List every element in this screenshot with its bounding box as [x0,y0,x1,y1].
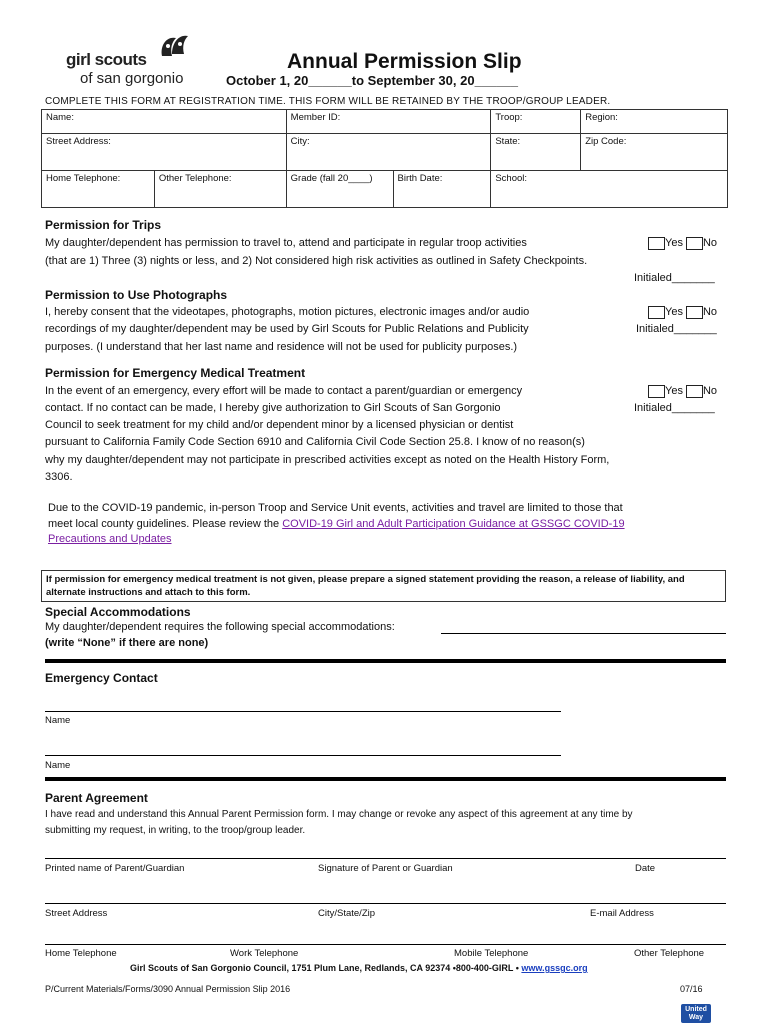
street-cell[interactable] [42,134,287,171]
medical-line6: 3306. [45,471,73,483]
name-cell[interactable] [42,110,287,134]
street-address-label: Street Address [45,908,108,919]
medical-initialed[interactable]: Initialed_______ [634,402,715,414]
other-tel-label: Other Telephone: [158,173,232,184]
trips-options [648,235,717,253]
grade-cell[interactable] [286,171,393,208]
medical-no-label: No [702,385,718,397]
agreement-line1: I have read and understand this Annual Parent Permission form. I may change or revoke any aspect of this agreement at any time by [45,809,633,820]
photos-no-label: No [702,306,718,318]
logo-line2: of san gorgonio [80,70,184,87]
state-cell[interactable] [491,134,581,171]
photos-yes-checkbox[interactable] [648,306,665,319]
photos-yes-label: Yes [665,306,683,318]
emergency-name2-line[interactable] [45,755,561,756]
trips-yes-checkbox[interactable] [648,237,665,250]
united-way-badge-text: United Way [685,1006,707,1021]
email-label: E-mail Address [590,908,654,919]
member-id-label: Member ID: [290,112,341,123]
section-divider [45,659,726,663]
photos-heading: Permission to Use Photographs [45,288,228,302]
medical-options [648,383,717,401]
school-cell[interactable] [491,171,728,208]
other-tel-cell[interactable] [154,171,286,208]
region-label: Region: [585,112,618,123]
troop-cell[interactable] [491,110,581,134]
agreement-line2: submitting my request, in writing, to the troop/group leader. [45,825,306,836]
revision-date: 07/16 [680,984,703,994]
medical-line2: contact. If no contact can be made, I hereby give authorization to Girl Scouts of San Gorgonio [45,402,501,414]
trips-line1: My daughter/dependent has permission to travel to, attend and participate in regular troop activities [45,237,527,249]
emergency-heading: Emergency Contact [45,671,158,685]
medical-line4: pursuant to California Family Code Section 6910 and California Civil Code Section 25.8. I know of no reason(s) [45,436,585,448]
council-address: Girl Scouts of San Gorgonio Council, 1751 Plum Lane, Redlands, CA 92374 •800-400-GIRL • [130,963,522,973]
special-input-line[interactable] [441,633,726,634]
signature-label: Signature of Parent or Guardian [318,863,453,874]
other-telephone-label: Other Telephone [634,948,705,959]
signature-line[interactable] [45,858,726,859]
member-info-table [41,109,728,208]
name-label: Name: [46,112,74,123]
trips-heading: Permission for Trips [45,218,162,232]
mobile-telephone-label: Mobile Telephone [454,948,529,959]
website-link[interactable]: www.gssgc.org [521,963,588,973]
medical-yes-label: Yes [665,385,683,397]
photos-line1: I, hereby consent that the videotapes, photographs, motion pictures, electronic images and/or audio [45,306,530,318]
phone-line[interactable] [45,944,726,945]
trips-initialed[interactable]: Initialed_______ [634,272,715,284]
logo-line1: girl scouts [66,50,147,69]
street-label: Street Address: [46,136,111,147]
special-heading: Special Accommodations [45,605,191,619]
medical-line1: In the event of an emergency, every effort will be made to contact a parent/guardian or emergency [45,385,523,397]
troop-label: Troop: [495,112,523,123]
trefoil-icon [158,32,194,58]
emergency-name1-label: Name [45,715,71,726]
file-path: P/Current Materials/Forms/3090 Annual Permission Slip 2016 [45,984,291,994]
page-title: Annual Permission Slip [287,50,522,73]
region-cell[interactable] [581,110,728,134]
covid-precautions-link[interactable]: Precautions and Updates [48,533,172,545]
medical-heading: Permission for Emergency Medical Treatment [45,366,306,380]
zip-cell[interactable] [581,134,728,171]
trips-line2: (that are 1) Three (3) nights or less, and 2) Not considered high risk activities as outlined in Safety Checkpoints. [45,255,588,267]
school-label: School: [495,173,528,184]
medical-line3: Council to seek treatment for my child and/or dependent minor by a licensed physician or dentist [45,419,514,431]
member-id-cell[interactable] [286,110,491,134]
trips-no-checkbox[interactable] [686,237,703,250]
birth-date-cell[interactable] [393,171,491,208]
special-line2: (write “None” if there are none) [45,637,209,649]
medical-yes-checkbox[interactable] [648,385,665,398]
instruction-text: COMPLETE THIS FORM AT REGISTRATION TIME. THIS FORM WILL BE RETAINED BY THE TROOP/GROUP LEADER. [45,96,611,107]
emergency-name2-label: Name [45,760,71,771]
grade-label: Grade (fall 20____) [290,173,373,184]
council-footer [130,963,588,973]
medical-notice-box: If permission for emergency medical treatment is not given, please prepare a signed statement providing the reason, a release of liability, and alternate instructions and attach to this form. [41,570,726,602]
city-cell[interactable] [286,134,491,171]
covid-line3 [48,531,172,549]
state-label: State: [495,136,521,147]
zip-label: Zip Code: [585,136,627,147]
home-tel-cell[interactable] [42,171,155,208]
medical-no-checkbox[interactable] [686,385,703,398]
section-divider [45,777,726,781]
photos-line3: purposes. (I understand that her last name and residence will not be used for publicity purposes.) [45,341,518,353]
city-label: City: [290,136,310,147]
covid-line2-text: meet local county guidelines. Please review the [48,518,283,530]
date-range: October 1, 20______to September 30, 20______ [226,73,518,88]
photos-options [648,304,717,322]
work-telephone-label: Work Telephone [230,948,299,959]
trips-no-label: No [702,237,718,249]
photos-line2: recordings of my daughter/dependent may be used by Girl Scouts for Public Relations and Publicity [45,323,529,335]
home-telephone-label: Home Telephone [45,948,117,959]
medical-line5: why my daughter/dependent may not participate in prescribed activities except as noted on the Health History Form, [45,454,610,466]
trips-yes-label: Yes [665,237,683,249]
printed-name-label: Printed name of Parent/Guardian [45,863,185,874]
address-line[interactable] [45,903,726,904]
agreement-heading: Parent Agreement [45,791,148,805]
emergency-name1-line[interactable] [45,711,561,712]
special-line1: My daughter/dependent requires the following special accommodations: [45,621,395,633]
logo [62,30,202,90]
photos-initialed[interactable]: Initialed_______ [636,323,717,335]
date-label: Date [635,863,656,874]
birth-date-label: Birth Date: [397,173,443,184]
covid-line1: Due to the COVID-19 pandemic, in-person Troop and Service Unit events, activities and travel are limited to those that [48,502,623,514]
home-tel-label: Home Telephone: [46,173,121,184]
city-state-zip-label: City/State/Zip [318,908,376,919]
photos-no-checkbox[interactable] [686,306,703,319]
united-way-logo [681,1004,711,1023]
covid-guidance-link[interactable]: COVID-19 Girl and Adult Participation Guidance at GSSGC COVID-19 [282,518,625,530]
